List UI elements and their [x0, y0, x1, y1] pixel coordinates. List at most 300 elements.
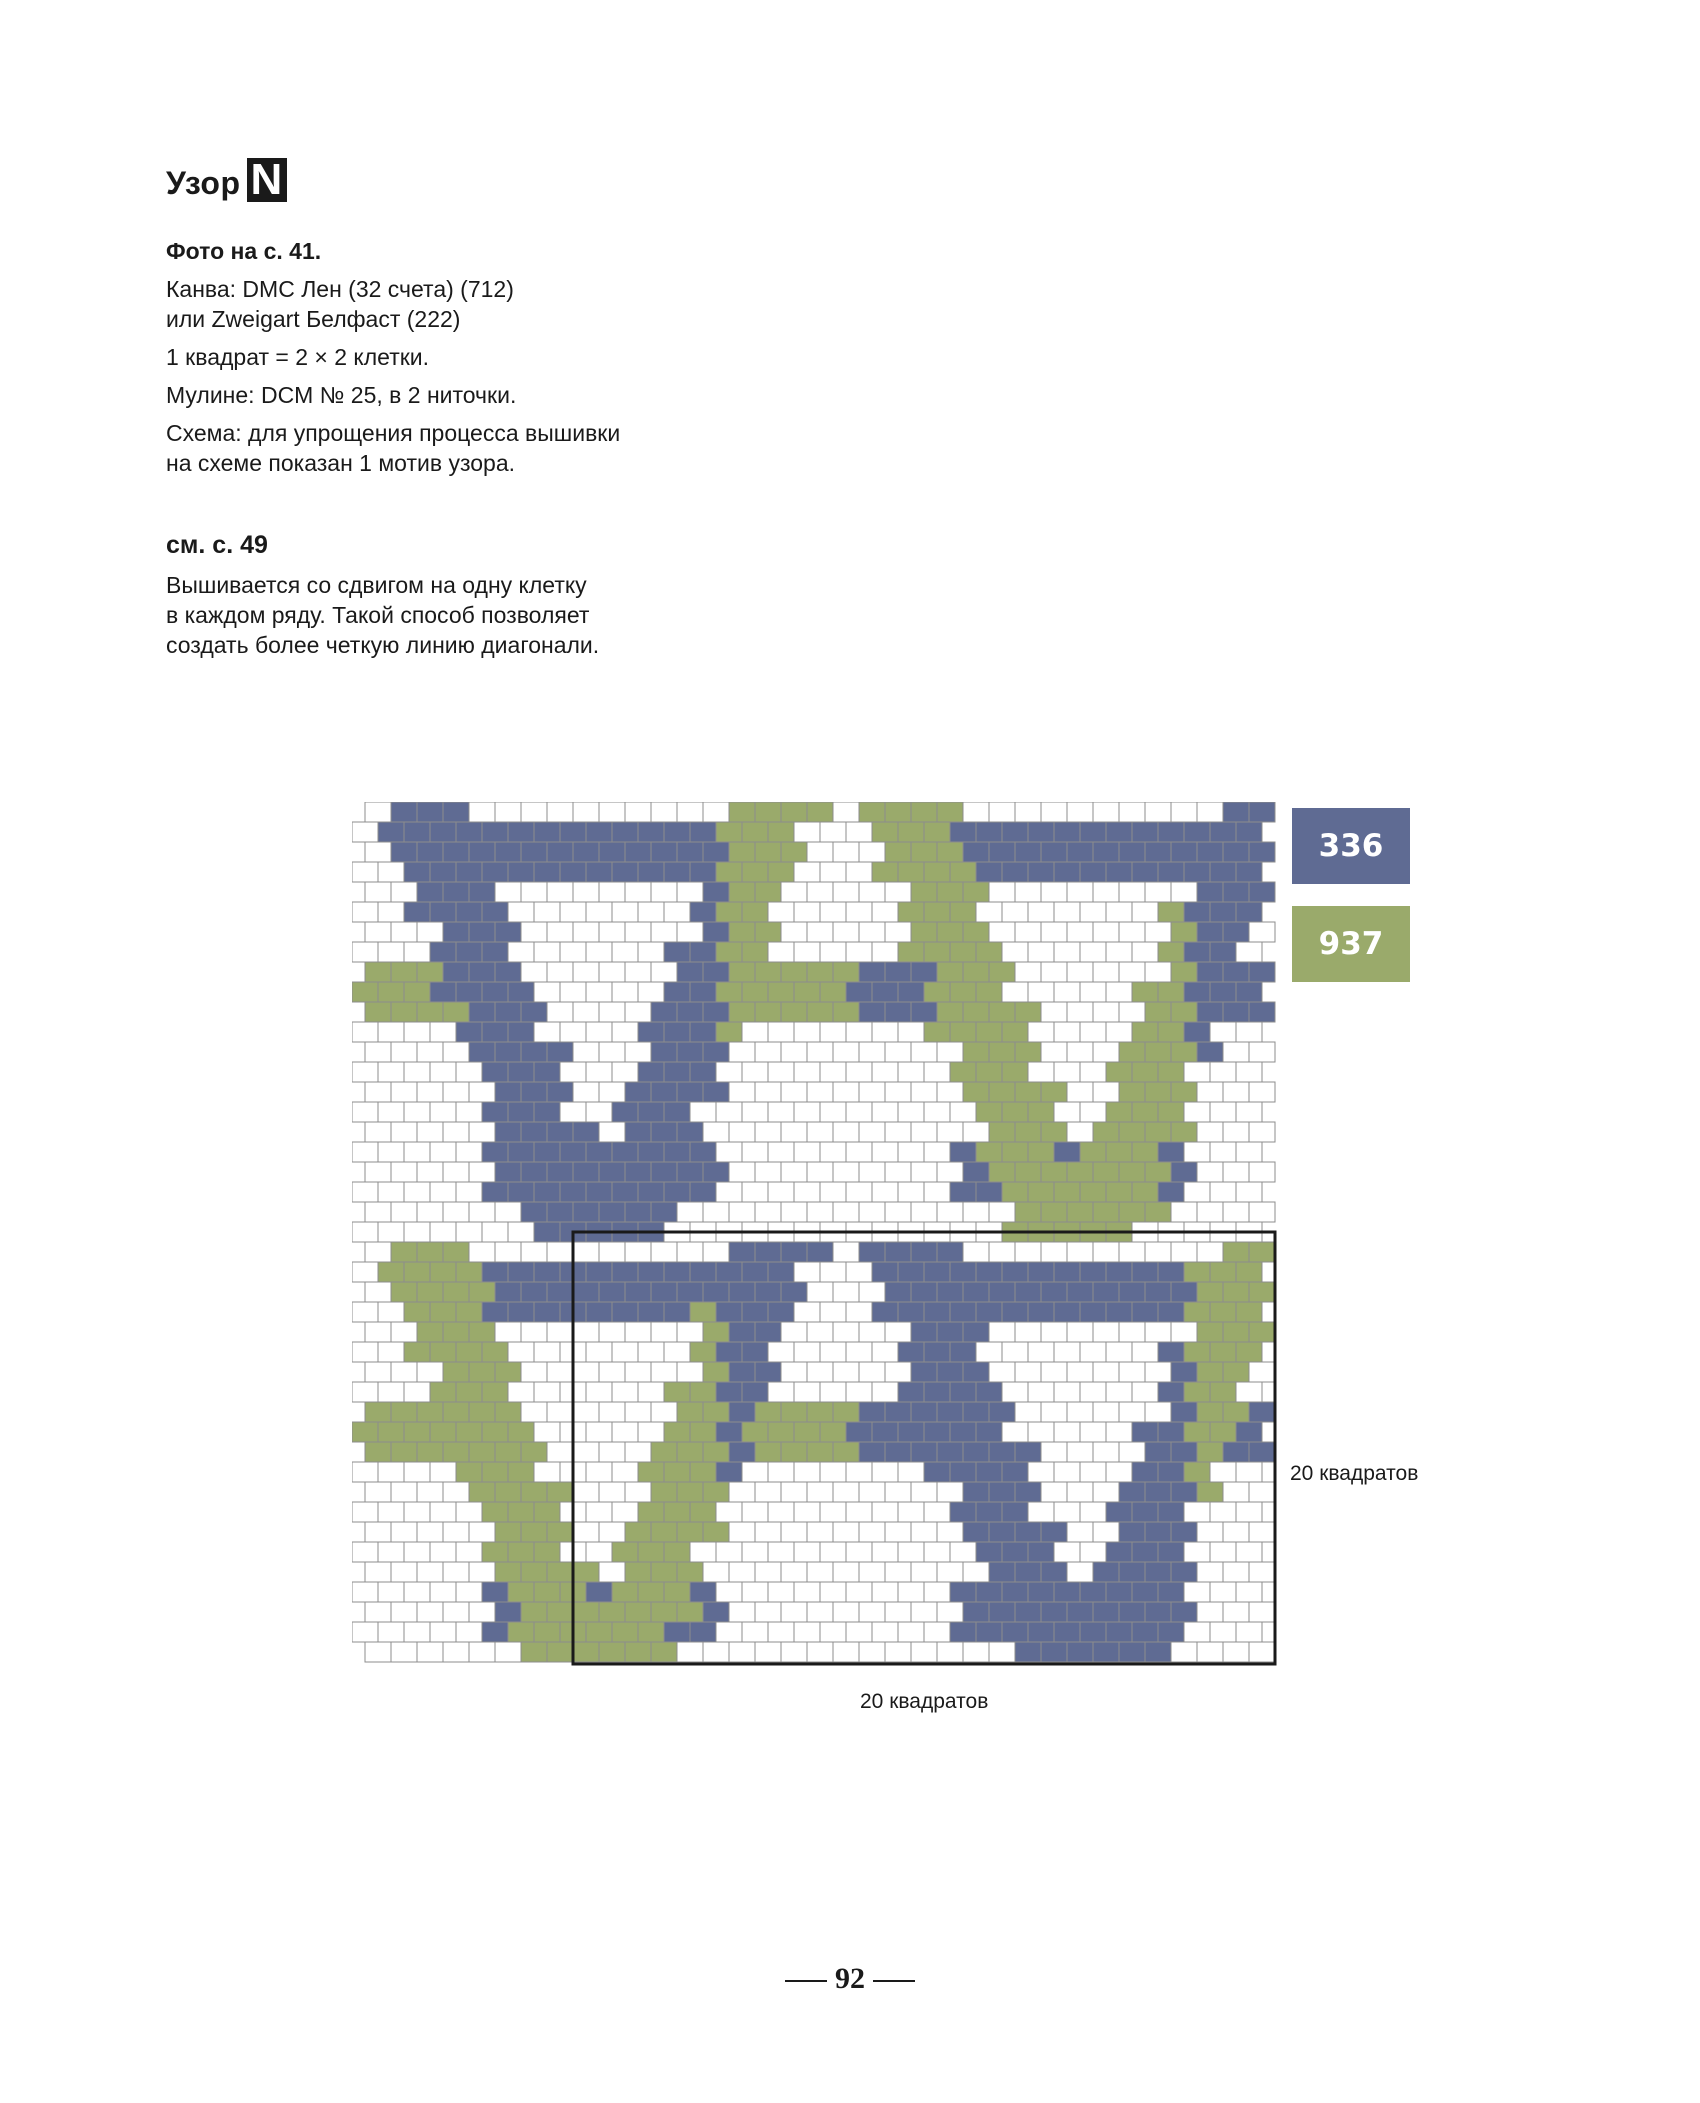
stitch-cell — [1041, 802, 1067, 822]
stitch-cell — [417, 1082, 443, 1102]
stitch-cell — [677, 1042, 703, 1062]
stitch-cell — [1223, 1002, 1249, 1022]
stitch-cell — [664, 1622, 690, 1642]
stitch-cell — [1002, 1182, 1028, 1202]
stitch-cell — [924, 1262, 950, 1282]
stitch-cell — [911, 1602, 937, 1622]
stitch-cell — [690, 1262, 716, 1282]
stitch-cell — [885, 1362, 911, 1382]
stitch-cell — [950, 822, 976, 842]
stitch-cell — [846, 1102, 872, 1122]
stitch-cell — [638, 1262, 664, 1282]
stitch-cell — [534, 1422, 560, 1442]
stitch-cell — [1041, 882, 1067, 902]
stitch-cell — [391, 1042, 417, 1062]
stitch-cell — [872, 1622, 898, 1642]
stitch-cell — [1106, 1582, 1132, 1602]
stitch-cell — [378, 1062, 404, 1082]
stitch-cell — [859, 1362, 885, 1382]
stitch-cell — [365, 1362, 391, 1382]
stitch-cell — [1223, 1242, 1249, 1262]
stitch-cell — [443, 922, 469, 942]
stitch-cell — [794, 1102, 820, 1122]
stitch-cell — [755, 1162, 781, 1182]
stitch-cell — [1028, 1022, 1054, 1042]
stitch-cell — [443, 1122, 469, 1142]
stitch-cell — [1041, 922, 1067, 942]
stitch-cell — [521, 1402, 547, 1422]
stitch-cell — [1106, 1502, 1132, 1522]
stitch-cell — [443, 1322, 469, 1342]
stitch-cell — [365, 802, 391, 822]
stitch-cell — [456, 1382, 482, 1402]
stitch-cell — [1067, 1122, 1093, 1142]
stitch-cell — [885, 1402, 911, 1422]
stitch-cell — [885, 1522, 911, 1542]
stitch-cell — [1080, 1582, 1106, 1602]
stitch-cell — [911, 1042, 937, 1062]
stitch-cell — [963, 1162, 989, 1182]
stitch-cell — [1236, 1462, 1262, 1482]
stitch-cell — [638, 1422, 664, 1442]
stitch-cell — [443, 1282, 469, 1302]
stitch-cell — [391, 1242, 417, 1262]
stitch-cell — [1041, 1162, 1067, 1182]
stitch-cell — [534, 1382, 560, 1402]
stitch-cell — [820, 1302, 846, 1322]
stitch-cell — [391, 1402, 417, 1422]
stitch-cell — [820, 1102, 846, 1122]
stitch-cell — [664, 1182, 690, 1202]
stitch-cell — [950, 1422, 976, 1442]
stitch-cell — [1106, 1462, 1132, 1482]
stitch-cell — [1184, 862, 1210, 882]
stitch-cell — [664, 982, 690, 1002]
stitch-cell — [781, 1282, 807, 1302]
stitch-cell — [456, 1582, 482, 1602]
stitch-cell — [391, 1642, 417, 1662]
stitch-cell — [1041, 1602, 1067, 1622]
stitch-cell — [1210, 1022, 1236, 1042]
stitch-cell — [625, 1202, 651, 1222]
stitch-cell — [1145, 1402, 1171, 1422]
stitch-cell — [820, 982, 846, 1002]
stitch-cell — [573, 1082, 599, 1102]
stitch-cell — [625, 882, 651, 902]
stitch-cell — [469, 1362, 495, 1382]
stitch-cell — [443, 802, 469, 822]
stitch-cell — [1080, 1062, 1106, 1082]
stitch-cell — [1119, 1002, 1145, 1022]
stitch-cell — [768, 1542, 794, 1562]
stitch-cell — [1119, 802, 1145, 822]
stitch-cell — [833, 1042, 859, 1062]
stitch-cell — [1093, 1482, 1119, 1502]
pattern-title-prefix: Узор — [166, 165, 241, 201]
stitch-cell — [859, 1082, 885, 1102]
stitch-cell — [573, 1002, 599, 1022]
stitch-cell — [755, 1402, 781, 1422]
stitch-cell — [1184, 1542, 1210, 1562]
stitch-cell — [612, 1062, 638, 1082]
stitch-cell — [807, 1002, 833, 1022]
stitch-cell — [1171, 1082, 1197, 1102]
stitch-cell — [690, 982, 716, 1002]
stitch-cell — [846, 982, 872, 1002]
stitch-cell — [1223, 1402, 1249, 1422]
stitch-cell — [781, 1202, 807, 1222]
stitch-cell — [1067, 842, 1093, 862]
stitch-cell — [703, 1162, 729, 1182]
stitch-cell — [755, 1202, 781, 1222]
stitch-cell — [1106, 1542, 1132, 1562]
stitch-cell — [911, 1522, 937, 1542]
stitch-cell — [1041, 1562, 1067, 1582]
stitch-cell — [378, 1542, 404, 1562]
stitch-cell — [1106, 1142, 1132, 1162]
stitch-cell — [937, 1202, 963, 1222]
stitch-cell — [1158, 1182, 1184, 1202]
stitch-cell — [677, 802, 703, 822]
stitch-cell — [482, 1382, 508, 1402]
stitch-cell — [638, 982, 664, 1002]
stitch-cell — [911, 1082, 937, 1102]
stitch-cell — [365, 1482, 391, 1502]
stitch-cell — [768, 1062, 794, 1082]
stitch-cell — [1210, 982, 1236, 1002]
stitch-cell — [898, 982, 924, 1002]
stitch-cell — [703, 1482, 729, 1502]
stitch-cell — [469, 802, 495, 822]
stitch-cell — [690, 1582, 716, 1602]
stitch-cell — [846, 1462, 872, 1482]
stitch-cell — [1158, 1022, 1184, 1042]
stitch-cell — [482, 902, 508, 922]
stitch-cell — [1171, 1442, 1197, 1462]
stitch-cell — [1015, 1042, 1041, 1062]
stitch-cell — [612, 1582, 638, 1602]
stitch-cell — [963, 962, 989, 982]
stitch-cell — [482, 1502, 508, 1522]
stitch-cell — [794, 1062, 820, 1082]
stitch-cell — [391, 922, 417, 942]
stitch-cell — [482, 1622, 508, 1642]
stitch-cell — [1132, 1262, 1158, 1282]
see-also-heading: см. с. 49 — [166, 531, 268, 559]
stitch-cell — [1041, 1082, 1067, 1102]
stitch-cell — [859, 1522, 885, 1542]
stitch-cell — [456, 1502, 482, 1522]
stitch-cell — [599, 1202, 625, 1222]
stitch-cell — [352, 902, 378, 922]
stitch-cell — [807, 1402, 833, 1422]
stitch-cell — [352, 1342, 378, 1362]
stitch-cell — [859, 1162, 885, 1182]
stitch-cell — [768, 1382, 794, 1402]
stitch-cell — [612, 982, 638, 1002]
stitch-cell — [365, 1642, 391, 1662]
stitch-cell — [1210, 1582, 1236, 1602]
stitch-cell — [820, 1182, 846, 1202]
stitch-cell — [586, 822, 612, 842]
stitch-cell — [599, 962, 625, 982]
stitch-cell — [924, 822, 950, 842]
stitch-cell — [1236, 1102, 1262, 1122]
stitch-cell — [547, 1322, 573, 1342]
stitch-cell — [768, 942, 794, 962]
stitch-cell — [755, 842, 781, 862]
stitch-cell — [508, 1142, 534, 1162]
stitch-cell — [625, 1402, 651, 1422]
stitch-cell — [469, 842, 495, 862]
stitch-cell — [963, 922, 989, 942]
stitch-cell — [1236, 1582, 1262, 1602]
stitch-cell — [508, 1462, 534, 1482]
stitch-cell — [937, 1482, 963, 1502]
stitch-cell — [1054, 902, 1080, 922]
stitch-cell — [508, 1582, 534, 1602]
stitch-cell — [950, 1022, 976, 1042]
stitch-cell — [365, 1562, 391, 1582]
stitch-cell — [690, 1622, 716, 1642]
square-info: 1 квадрат = 2 × 2 клетки. — [166, 344, 430, 370]
stitch-cell — [365, 1002, 391, 1022]
stitch-cell — [976, 1462, 1002, 1482]
stitch-cell — [1210, 1502, 1236, 1522]
stitch-cell — [833, 1362, 859, 1382]
stitch-cell — [677, 1562, 703, 1582]
stitch-cell — [1236, 1502, 1262, 1522]
stitch-cell — [911, 1402, 937, 1422]
stitch-cell — [859, 1562, 885, 1582]
stitch-cell — [1106, 982, 1132, 1002]
stitch-cell — [885, 842, 911, 862]
stitch-cell — [430, 1022, 456, 1042]
stitch-cell — [1171, 1522, 1197, 1542]
stitch-cell — [1119, 1282, 1145, 1302]
stitch-cell — [508, 1422, 534, 1442]
stitch-cell — [872, 862, 898, 882]
stitch-cell — [1054, 1622, 1080, 1642]
stitch-cell — [1158, 822, 1184, 842]
stitch-cell — [1041, 962, 1067, 982]
stitch-cell — [1093, 1162, 1119, 1182]
stitch-cell — [443, 1242, 469, 1262]
stitch-cell — [989, 1162, 1015, 1182]
stitch-cell — [1145, 1242, 1171, 1262]
stitch-cell — [677, 1202, 703, 1222]
stitch-cell — [833, 922, 859, 942]
stitch-cell — [703, 962, 729, 982]
stitch-cell — [1080, 1302, 1106, 1322]
stitch-cell — [482, 1222, 508, 1242]
stitch-cell — [469, 1522, 495, 1542]
stitch-cell — [885, 1202, 911, 1222]
stitch-cell — [664, 1422, 690, 1442]
stitch-cell — [820, 1422, 846, 1442]
stitch-cell — [963, 1082, 989, 1102]
stitch-cell — [1015, 1082, 1041, 1102]
stitch-cell — [963, 1322, 989, 1342]
stitch-cell — [443, 1162, 469, 1182]
stitch-cell — [599, 1282, 625, 1302]
stitch-cell — [729, 1242, 755, 1262]
stitch-cell — [1002, 902, 1028, 922]
stitch-cell — [1210, 1262, 1236, 1282]
stitch-cell — [625, 1562, 651, 1582]
stitch-cell — [1184, 1102, 1210, 1122]
stitch-cell — [651, 1562, 677, 1582]
stitch-cell — [872, 942, 898, 962]
stitch-cell — [755, 962, 781, 982]
stitch-cell — [599, 1562, 625, 1582]
stitch-cell — [573, 802, 599, 822]
stitch-cell — [365, 1602, 391, 1622]
stitch-cell — [625, 842, 651, 862]
stitch-cell — [742, 1342, 768, 1362]
stitch-cell — [976, 902, 1002, 922]
stitch-cell — [859, 1002, 885, 1022]
stitch-cell — [404, 1302, 430, 1322]
stitch-cell — [781, 1322, 807, 1342]
stitch-cell — [521, 1282, 547, 1302]
stitch-cell — [430, 1582, 456, 1602]
stitch-cell — [755, 1082, 781, 1102]
stitch-cell — [456, 1102, 482, 1122]
stitch-cell — [521, 922, 547, 942]
stitch-cell — [794, 942, 820, 962]
stitch-cell — [391, 962, 417, 982]
stitch-cell — [781, 1522, 807, 1542]
stitch-cell — [391, 1282, 417, 1302]
stitch-cell — [352, 1062, 378, 1082]
stitch-cell — [976, 1062, 1002, 1082]
stitch-cell — [833, 1522, 859, 1542]
stitch-cell — [950, 1102, 976, 1122]
stitch-cell — [547, 1082, 573, 1102]
stitch-cell — [1197, 1322, 1223, 1342]
stitch-cell — [1197, 1642, 1223, 1662]
stitch-cell — [1054, 1182, 1080, 1202]
stitch-cell — [1249, 1082, 1275, 1102]
stitch-cell — [443, 1482, 469, 1502]
stitch-cell — [690, 1502, 716, 1522]
stitch-cell — [1132, 1022, 1158, 1042]
stitch-cell — [859, 1122, 885, 1142]
stitch-cell — [924, 862, 950, 882]
stitch-cell — [1028, 982, 1054, 1002]
stitch-cell — [1158, 1342, 1184, 1362]
stitch-cell — [1002, 942, 1028, 962]
stitch-cell — [677, 882, 703, 902]
stitch-cell — [612, 1302, 638, 1322]
stitch-cell — [703, 1122, 729, 1142]
stitch-cell — [924, 1582, 950, 1602]
stitch-cell — [1223, 962, 1249, 982]
stitch-cell — [924, 1302, 950, 1322]
stitch-cell — [989, 1562, 1015, 1582]
stitch-cell — [1223, 1202, 1249, 1222]
stitch-cell — [638, 1382, 664, 1402]
stitch-cell — [924, 1062, 950, 1082]
stitch-cell — [1119, 1082, 1145, 1102]
stitch-cell — [443, 1082, 469, 1102]
stitch-cell — [547, 1362, 573, 1382]
stitch-cell — [1002, 862, 1028, 882]
stitch-cell — [1171, 1362, 1197, 1382]
stitch-cell — [534, 1342, 560, 1362]
stitch-cell — [521, 1322, 547, 1342]
stitch-cell — [1249, 1162, 1275, 1182]
stitch-cell — [612, 902, 638, 922]
stitch-cell — [417, 1442, 443, 1462]
stitch-cell — [989, 1002, 1015, 1022]
stitch-cell — [1197, 1242, 1223, 1262]
stitch-cell — [430, 862, 456, 882]
stitch-cell — [664, 1062, 690, 1082]
stitch-cell — [482, 982, 508, 1002]
stitch-cell — [703, 1602, 729, 1622]
stitch-cell — [456, 1022, 482, 1042]
see-also-line-2: в каждом ряду. Такой способ позволяет — [166, 602, 590, 628]
stitch-cell — [1106, 862, 1132, 882]
stitch-cell — [508, 1102, 534, 1122]
stitch-cell — [651, 1162, 677, 1182]
stitch-cell — [898, 1262, 924, 1282]
stitch-cell — [573, 1322, 599, 1342]
stitch-cell — [378, 1022, 404, 1042]
stitch-cell — [716, 902, 742, 922]
stitch-cell — [365, 1522, 391, 1542]
stitch-cell — [573, 1162, 599, 1182]
stitch-cell — [1080, 1182, 1106, 1202]
stitch-cell — [495, 802, 521, 822]
stitch-cell — [495, 1122, 521, 1142]
stitch-cell — [1223, 1442, 1249, 1462]
stitch-cell — [586, 862, 612, 882]
stitch-cell — [1249, 1362, 1275, 1382]
stitch-cell — [443, 1602, 469, 1622]
stitch-cell — [352, 1582, 378, 1602]
stitch-cell — [1067, 1362, 1093, 1382]
stitch-cell — [1119, 1602, 1145, 1622]
stitch-cell — [417, 1602, 443, 1622]
stitch-cell — [794, 822, 820, 842]
stitch-cell — [1080, 982, 1106, 1002]
stitch-cell — [1067, 962, 1093, 982]
stitch-cell — [820, 862, 846, 882]
stitch-cell — [911, 1322, 937, 1342]
stitch-cell — [1184, 1622, 1210, 1642]
stitch-cell — [872, 1502, 898, 1522]
stitch-cell — [950, 1462, 976, 1482]
stitch-cell — [495, 842, 521, 862]
stitch-cell — [1002, 1462, 1028, 1482]
stitch-cell — [755, 882, 781, 902]
stitch-cell — [1080, 1382, 1106, 1402]
stitch-cell — [573, 1402, 599, 1422]
stitch-cell — [495, 962, 521, 982]
stitch-cell — [950, 982, 976, 1002]
stitch-cell — [1132, 1502, 1158, 1522]
stitch-cell — [742, 1142, 768, 1162]
stitch-cell — [924, 1142, 950, 1162]
stitch-cell — [885, 1082, 911, 1102]
stitch-cell — [820, 902, 846, 922]
stitch-cell — [586, 1462, 612, 1482]
stitch-cell — [1223, 1482, 1249, 1502]
stitch-cell — [404, 1222, 430, 1242]
